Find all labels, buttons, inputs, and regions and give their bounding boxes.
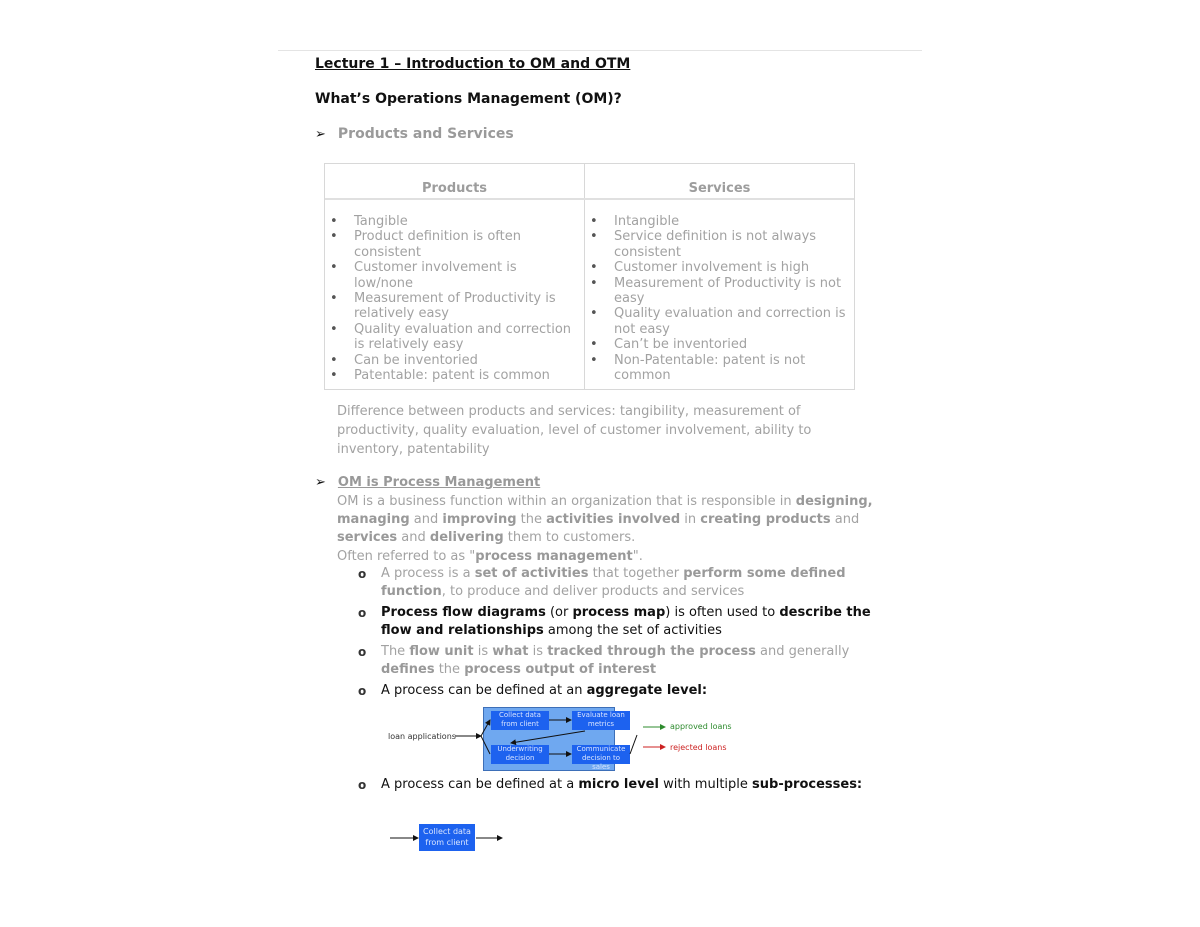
process-box-underwriting: Underwriting decision — [491, 745, 549, 764]
emphasis: set of activities — [474, 566, 589, 581]
text: and — [830, 512, 860, 528]
emphasis: micro level — [578, 777, 659, 792]
emphasis: perform some defined function — [381, 566, 846, 599]
process-subitems-micro — [358, 776, 878, 797]
emphasis: delivering — [429, 530, 504, 546]
text: that together — [588, 566, 684, 581]
emphasis: designing, managing — [337, 494, 873, 528]
diagram-input-label: loan applications — [388, 732, 456, 741]
text: A process can be defined at an — [381, 683, 587, 698]
emphasis: Process flow diagrams — [381, 605, 546, 620]
text: (or — [545, 605, 573, 620]
emphasis: activities involved — [546, 512, 681, 528]
emphasis: tracked through the process — [547, 644, 756, 659]
difference-paragraph: Difference between products and services: tangibility, measurement of productivity, quality evaluation, level of customer involvement, ability to inventory, patentability — [337, 404, 812, 457]
circle-bullet-icon: o — [358, 645, 367, 659]
list-item — [358, 776, 878, 794]
table-header-products: Products — [421, 181, 488, 196]
emphasis: defines — [381, 662, 435, 677]
list-item: • Quality evaluation and correction is not easy — [585, 306, 847, 337]
list-item: • Customer involvement is low/none — [325, 260, 575, 291]
text: and — [409, 512, 443, 528]
text: , to produce and deliver products and services — [441, 584, 745, 599]
emphasis: flow unit — [409, 644, 474, 659]
emphasis: process output of interest — [464, 662, 657, 677]
list-item: • Can’t be inventoried — [585, 337, 847, 352]
circle-bullet-icon: o — [358, 684, 367, 698]
output-rejected-label: rejected loans — [670, 743, 727, 752]
text: and — [397, 530, 430, 546]
emphasis: services — [337, 530, 398, 546]
lecture-title: Lecture 1 – Introduction to OM and OTM — [315, 56, 631, 72]
section-products-services — [315, 126, 514, 142]
text: them to customers. — [503, 530, 636, 546]
text: with multiple — [658, 777, 753, 792]
section-label: Products and Services — [337, 126, 514, 142]
process-box-evaluate: Evaluate loan metrics — [572, 711, 630, 730]
list-item: • Quality evaluation and correction is relatively easy — [325, 322, 575, 353]
text: OM is a business function within an organization that is responsible in — [337, 494, 796, 509]
output-approved-label: approved loans — [670, 722, 732, 731]
process-box-collect-data: Collect data from client — [491, 711, 549, 730]
top-divider — [278, 50, 922, 51]
section-process-management — [315, 475, 540, 490]
list-item: • Non-Patentable: patent is not common — [585, 353, 847, 384]
circle-bullet-icon: o — [358, 778, 367, 792]
list-item: • Measurement of Productivity is relatively easy — [325, 291, 575, 322]
list-item: • Patentable: patent is common — [325, 368, 575, 383]
emphasis: process management — [475, 548, 633, 564]
products-column — [325, 214, 575, 383]
text: among the set of activities — [543, 623, 722, 638]
emphasis: creating products — [700, 512, 831, 528]
om-definition-paragraph — [337, 493, 877, 566]
micro-process-diagram — [388, 822, 508, 854]
emphasis: sub-processes: — [752, 777, 863, 792]
section-question-heading: What’s Operations Management (OM)? — [315, 91, 622, 107]
arrow-bullet-icon: ➢ — [315, 475, 326, 490]
list-item — [358, 565, 878, 601]
table-header-services: Services — [688, 181, 751, 196]
circle-bullet-icon: o — [358, 567, 367, 581]
comparison-table — [324, 163, 855, 390]
emphasis: improving — [442, 512, 517, 528]
text: the — [516, 512, 547, 528]
services-column — [585, 214, 847, 383]
diagram-arrows — [385, 705, 730, 771]
emphasis: process map — [572, 605, 666, 620]
text: and generally — [755, 644, 850, 659]
text: ) is often used to — [665, 605, 780, 620]
aggregate-process-diagram — [385, 705, 730, 771]
text: ". — [632, 548, 643, 564]
list-item: • Service definition is not always consistent — [585, 229, 847, 260]
emphasis: what — [492, 644, 529, 659]
text: A process is a — [381, 566, 475, 581]
text: in — [680, 512, 701, 528]
text: A process can be defined at a — [381, 777, 579, 792]
circle-bullet-icon: o — [358, 606, 367, 620]
list-item — [358, 643, 878, 679]
text: The — [381, 644, 410, 659]
text: is — [473, 644, 493, 659]
list-item: • Measurement of Productivity is not easy — [585, 276, 847, 307]
process-box-communicate: Communicate decision to sales — [572, 745, 630, 764]
list-item: • Product definition is often consistent — [325, 229, 575, 260]
list-item — [358, 682, 878, 700]
arrow-bullet-icon: ➢ — [315, 127, 326, 142]
process-box-collect-data: Collect data from client — [419, 824, 475, 851]
text: the — [434, 662, 465, 677]
list-item: • Intangible — [585, 214, 847, 229]
list-item: • Can be inventoried — [325, 353, 575, 368]
process-subitems — [358, 565, 878, 703]
table-header-divider — [325, 198, 854, 200]
text: is — [528, 644, 548, 659]
emphasis: aggregate level: — [586, 683, 708, 698]
emphasis: describe the flow and relationships — [381, 605, 871, 638]
list-item — [358, 604, 878, 640]
section-label: OM is Process Management — [337, 475, 541, 490]
list-item: • Customer involvement is high — [585, 260, 847, 275]
text: Often referred to as " — [337, 548, 476, 564]
list-item: • Tangible — [325, 214, 575, 229]
